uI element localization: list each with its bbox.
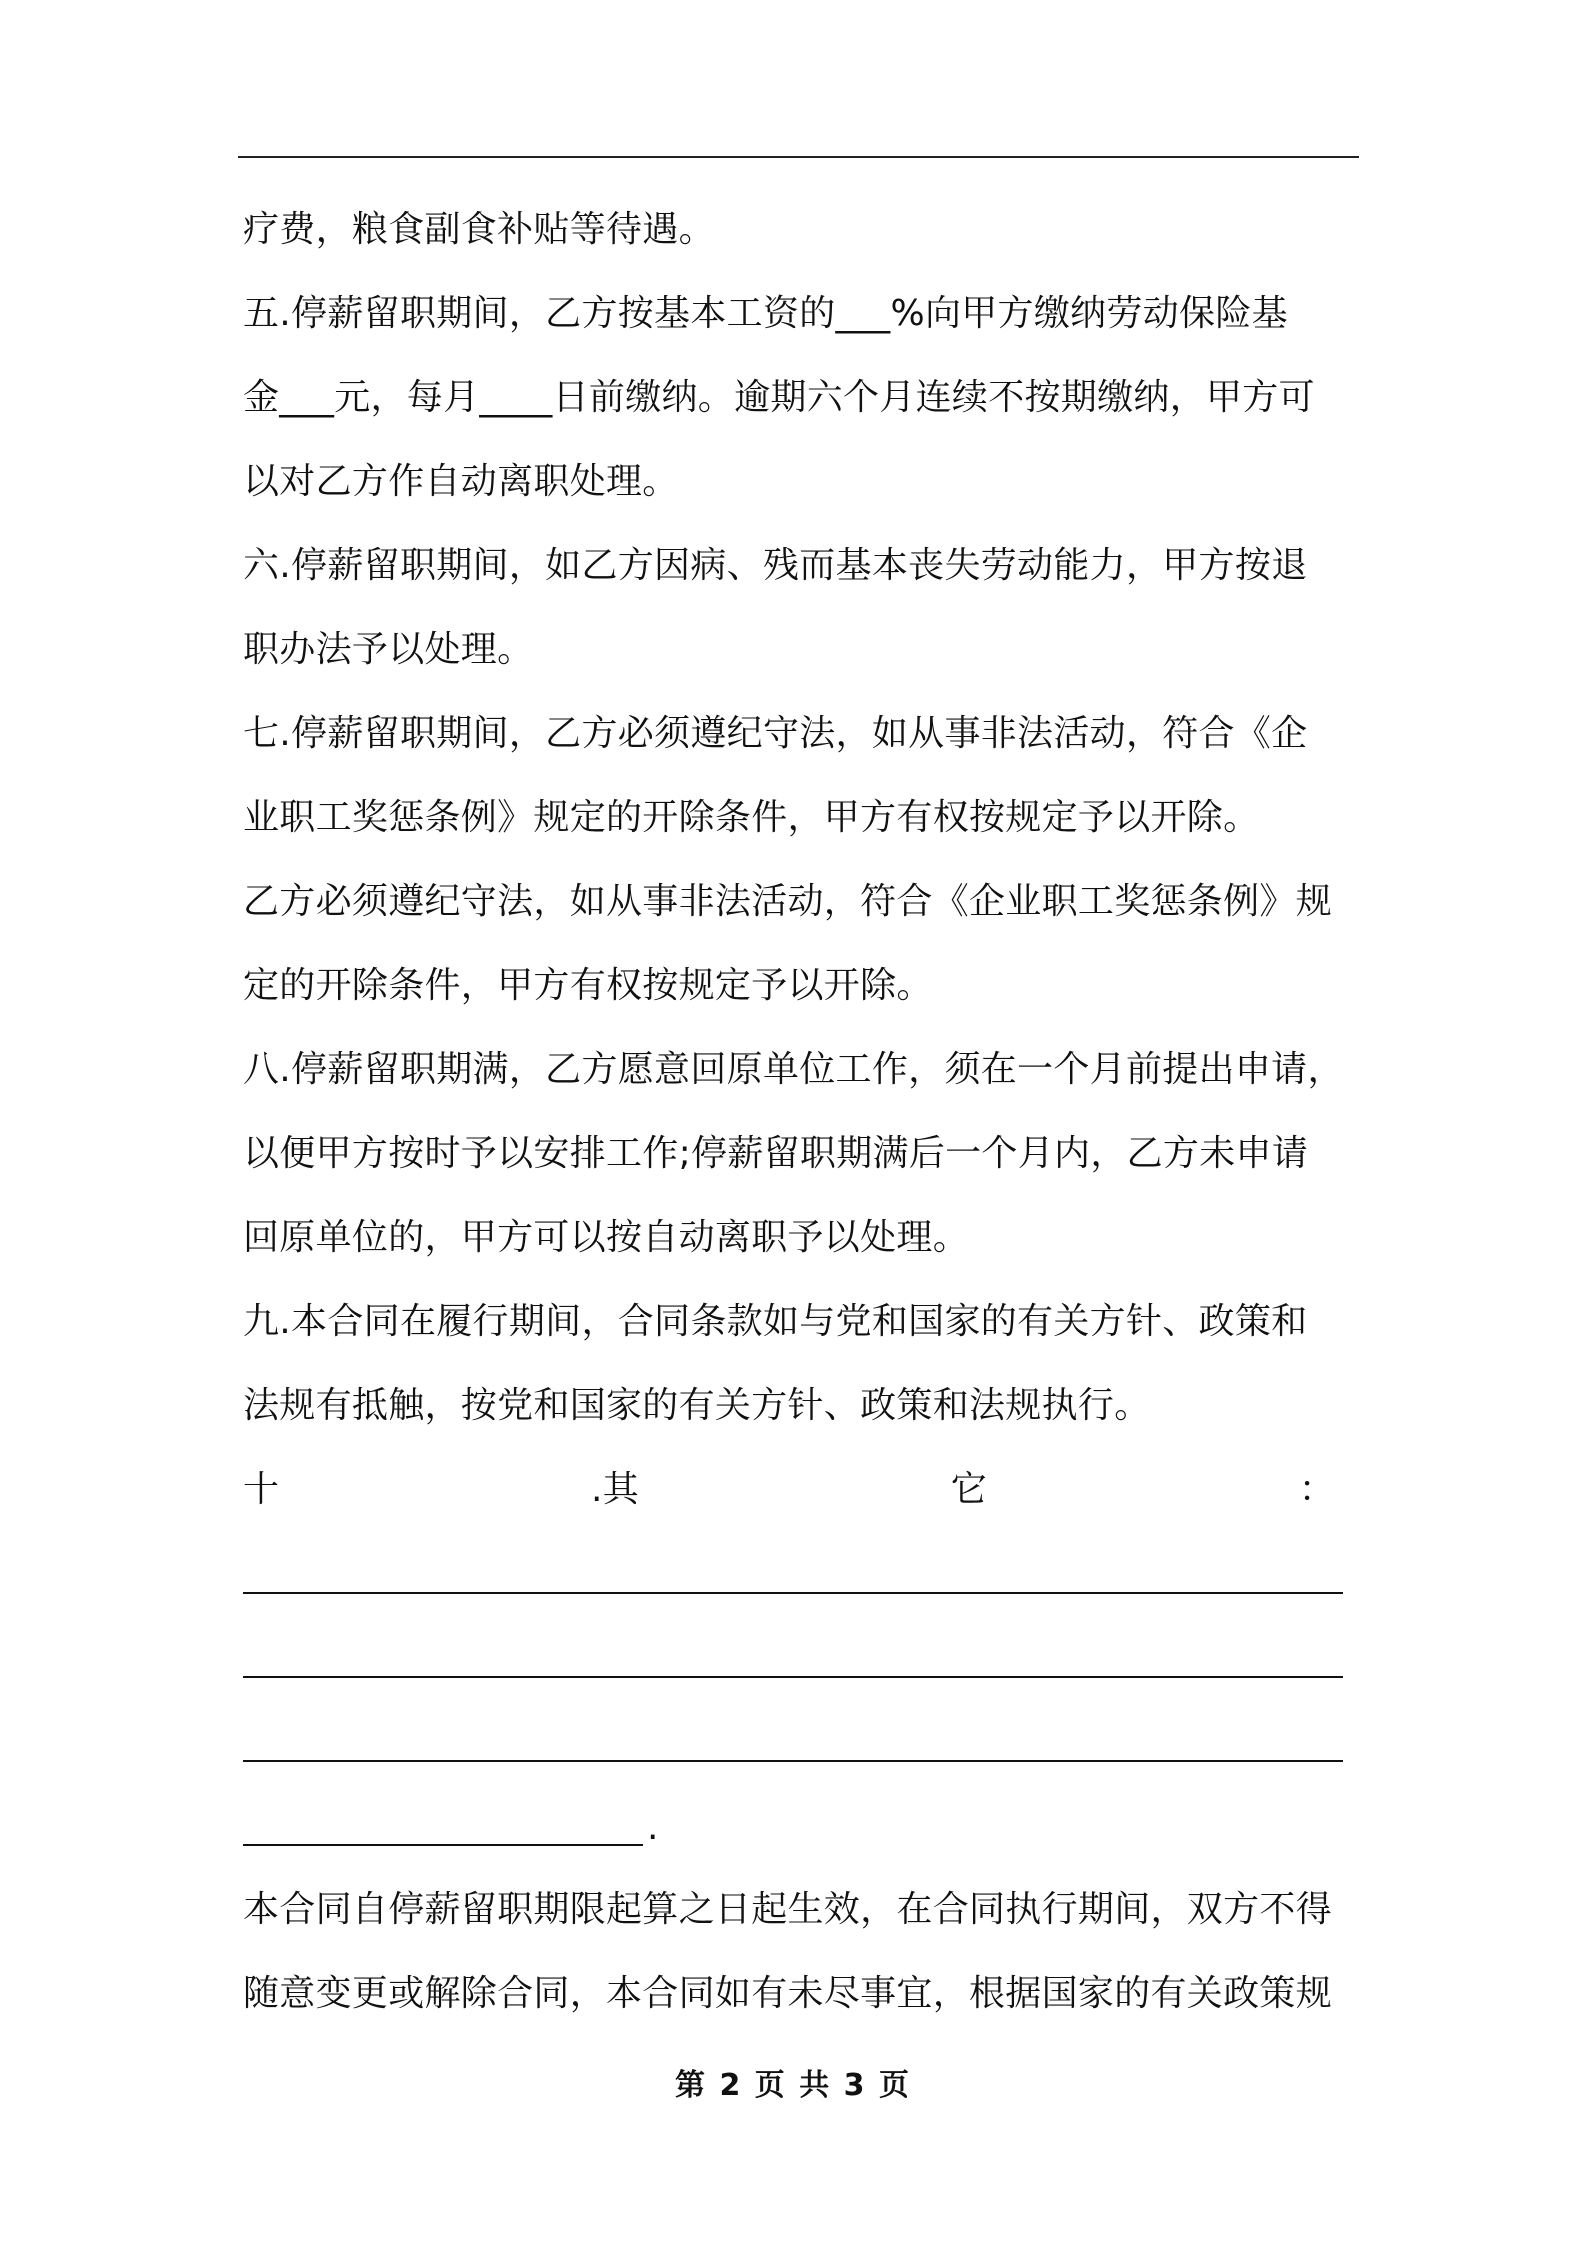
fill-in-blank-line (243, 1540, 1343, 1624)
clause-7-line-1: 七.停薪留职期间，乙方必须遵纪守法，如从事非法活动，符合《企 (243, 713, 1308, 754)
clause-7-repeat-line-2: 定的开除条件，甲方有权按规定予以开除。 (243, 965, 933, 1006)
clause-7-line-2: 业职工奖惩条例》规定的开除条件，甲方有权按规定予以开除。 (243, 797, 1260, 838)
clause-9-line-2: 法规有抵触，按党和国家的有关方针、政策和法规执行。 (243, 1385, 1151, 1426)
blank-end-period: . (647, 1807, 659, 1848)
clause-10-heading-char: 它 (950, 1469, 988, 1510)
clause-6-line-1: 六.停薪留职期间，如乙方因病、残而基本丧失劳动能力，甲方按退 (243, 545, 1308, 586)
text-line: 疗费，粮食副食补贴等待遇。 (243, 209, 715, 250)
closing-line-2: 随意变更或解除合同，本合同如有未尽事宜，根据国家的有关政策规 (243, 1973, 1333, 2014)
clause-5-line-2: 金___元，每月____日前缴纳。逾期六个月连续不按期缴纳，甲方可 (243, 377, 1315, 418)
clause-10-heading-number: 十 (243, 1469, 280, 1510)
clause-6-line-2: 职办法予以处理。 (243, 629, 534, 670)
closing-line-1: 本合同自停薪留职期限起算之日起生效，在合同执行期间，双方不得 (243, 1889, 1333, 1930)
page-number-footer: 第 2 页 共 3 页 (675, 2068, 911, 2103)
fill-in-blank-line-end (243, 1792, 659, 1876)
clause-5-line-1: 五.停薪留职期间，乙方按基本工资的___%向甲方缴纳劳动保险基 (243, 293, 1288, 334)
clause-8-line-2: 以便甲方按时予以安排工作;停薪留职期满后一个月内，乙方未申请 (243, 1133, 1309, 1174)
clause-8-line-3: 回原单位的，甲方可以按自动离职予以处理。 (243, 1217, 970, 1258)
clause-7-repeat-line-1: 乙方必须遵纪守法，如从事非法活动，符合《企业职工奖惩条例》规 (243, 881, 1333, 922)
header-rule (238, 156, 1359, 158)
clause-8-line-1: 八.停薪留职期满，乙方愿意回原单位工作，须在一个月前提出申请， (243, 1049, 1344, 1090)
clause-10-heading-colon: ： (1298, 1469, 1335, 1510)
clause-9-line-1: 九.本合同在履行期间，合同条款如与党和国家的有关方针、政策和 (243, 1301, 1308, 1342)
fill-in-blank-line (243, 1624, 1343, 1708)
clause-10-heading-dot: .其 (590, 1469, 640, 1510)
clause-10-heading (243, 1456, 1357, 1540)
clause-5-line-3: 以对乙方作自动离职处理。 (243, 461, 679, 502)
fill-in-blank-line (243, 1708, 1343, 1792)
document-body (243, 196, 1357, 2044)
